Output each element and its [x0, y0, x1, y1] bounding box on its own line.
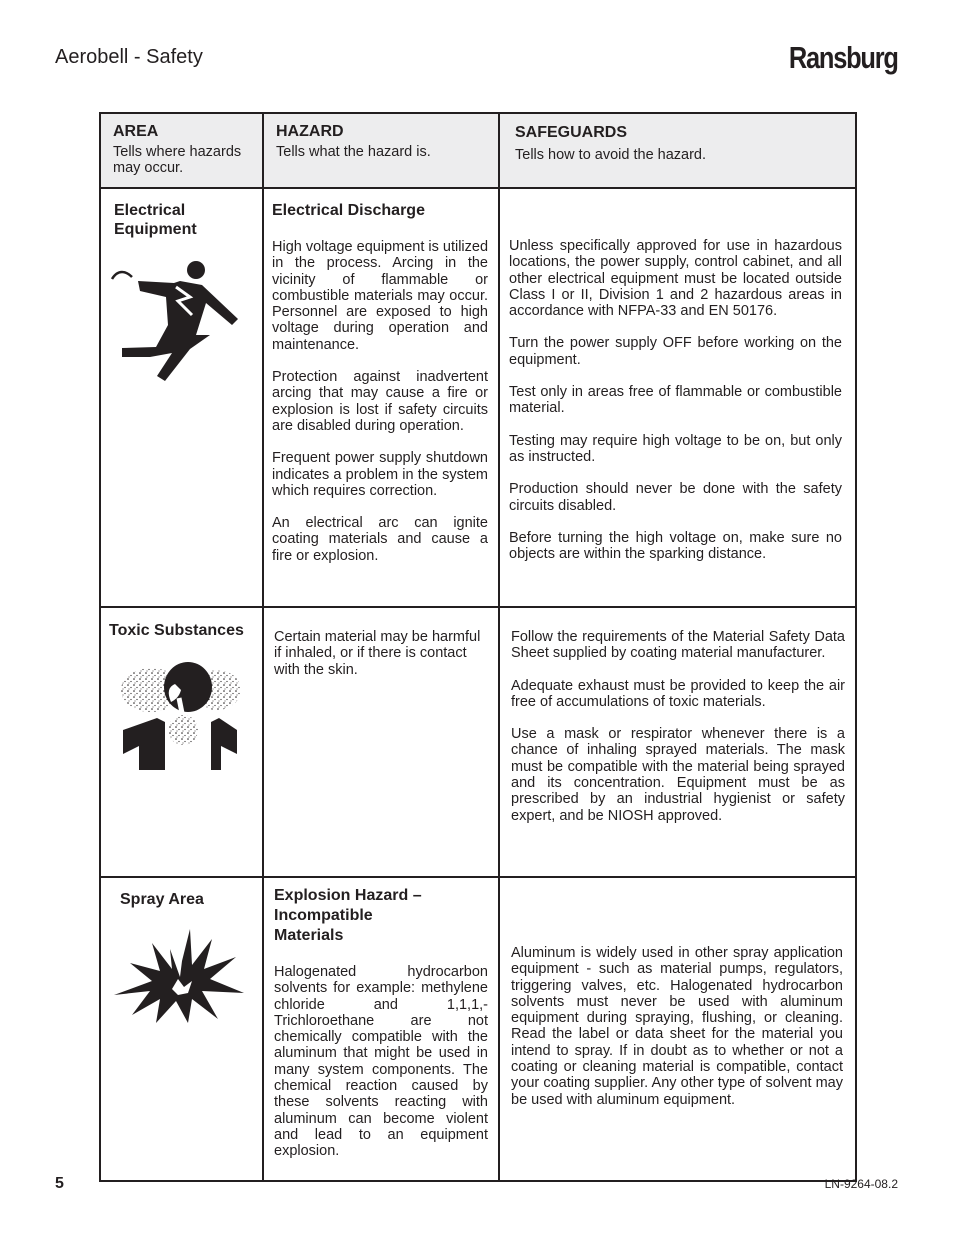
- safeguard-paragraph: Follow the requirements of the Material Safety Data Sheet supplied by coating material manufacturer.: [511, 629, 845, 662]
- area-cell: [100, 607, 263, 877]
- safeguards-cell: [499, 607, 856, 877]
- hazard-paragraph: Halogenated hydrocarbon solvents for example: methylene chloride and 1,1,1,-Trichloroethane are not chemically compatible with the aluminum that might be used in many system components. The chemical reaction caused by these solvents reacting with aluminum can become violent and lead to an equipment explosion.: [274, 964, 488, 1160]
- safeguard-paragraph: Testing may require high voltage to be on, but only as instructed.: [509, 432, 842, 465]
- hazard-paragraph: An electrical arc can ignite coating materials and cause a fire or explosion.: [272, 515, 488, 564]
- column-subtitle: Tells how to avoid the hazard.: [515, 147, 707, 163]
- hazard-title: Electrical Discharge: [272, 202, 425, 219]
- brand-logo: Ransburg: [789, 40, 898, 75]
- table-header-row: [100, 113, 856, 188]
- safeguard-paragraph: Adequate exhaust must be provided to keep the air free of accumulations of toxic materials.: [511, 677, 845, 710]
- safeguards-cell: [499, 188, 856, 607]
- safety-table: [99, 112, 857, 1182]
- hazard-paragraph: Protection against inadvertent arcing that may cause a fire or explosion is lost if safety circuits are disabled during operation.: [272, 369, 488, 434]
- safeguard-paragraph: Aluminum is widely used in other spray application equipment - such as material pumps, regulators, triggering valves, etc. Halogenated hydrocarbon solvents must never be used with aluminum equipment during spraying, flushing, or cleaning. Read the label or data sheet for the material you intend to spray. If in doubt as to whether or not a coating or cleaning material is compatible, contact your coating supplier. Any other type of solvent may be used with aluminum equipment.: [511, 945, 843, 1108]
- column-header-hazard: [263, 113, 499, 188]
- page-number: 5: [55, 1175, 64, 1192]
- page-header-title: Aerobell - Safety: [55, 46, 203, 68]
- safeguard-paragraph: Test only in areas free of flammable or combustible material.: [509, 384, 842, 417]
- hazard-cell: [263, 607, 499, 877]
- area-label: Spray Area: [120, 891, 204, 908]
- hazard-paragraph: Frequent power supply shutdown indicates a problem in the system which requires correction.: [272, 450, 488, 499]
- column-header-safeguards: [499, 113, 856, 188]
- safeguard-paragraph: Production should never be done with the safety circuits disabled.: [509, 481, 842, 514]
- safeguards-cell: [499, 877, 856, 1181]
- column-subtitle: Tells where hazards may occur.: [113, 144, 242, 176]
- electrical-shock-icon: [110, 257, 254, 392]
- hazard-paragraph: High voltage equipment is utilized in the process. Arcing in the vicinity of flammable or combustible materials may occur. Personnel are exposed to high voltage during operation and maintenance.: [272, 239, 489, 353]
- safeguard-paragraph: Turn the power supply OFF before working on the equipment.: [509, 335, 842, 368]
- table-row: [100, 607, 856, 877]
- area-cell: [100, 877, 263, 1181]
- hazard-cell: [263, 877, 499, 1181]
- table-row: [100, 188, 856, 607]
- area-cell: [100, 188, 263, 607]
- column-title: AREA: [113, 123, 159, 140]
- area-label: Electrical Equipment: [114, 202, 197, 238]
- hazard-title: Explosion Hazard – Incompatible Materials: [274, 887, 422, 944]
- hazard-paragraph: Certain material may be harmful if inhaled, or if there is contact with the skin.: [274, 629, 481, 678]
- column-subtitle: Tells what the hazard is.: [276, 144, 431, 160]
- explosion-icon: [112, 929, 256, 1030]
- column-title: HAZARD: [276, 123, 344, 140]
- safeguard-paragraph: Before turning the high voltage on, make sure no objects are within the sparking distance.: [509, 529, 842, 563]
- column-title: SAFEGUARDS: [515, 124, 628, 141]
- column-header-area: [100, 113, 263, 188]
- hazard-cell: [263, 188, 499, 607]
- document-number: LN-9264-08.2: [824, 1177, 898, 1191]
- area-label: Toxic Substances: [109, 622, 244, 639]
- safeguard-paragraph: Use a mask or respirator whenever there is a chance of inhaling sprayed materials. The mask must be compatible with the material being sprayed and its concentration. Equipment must be as prescribed by an industrial hygienist or safety expert, and be NIOSH approved.: [511, 726, 845, 824]
- toxic-inhalation-icon: [121, 660, 256, 783]
- safeguard-paragraph: Unless specifically approved for use in hazardous locations, the power supply, control cabinet, and all other electrical equipment must be located outside Class I or II, Division 1 and 2 hazardous areas in accordance with NFPA-33 and EN 50176.: [509, 238, 842, 320]
- table-row: [100, 877, 856, 1181]
